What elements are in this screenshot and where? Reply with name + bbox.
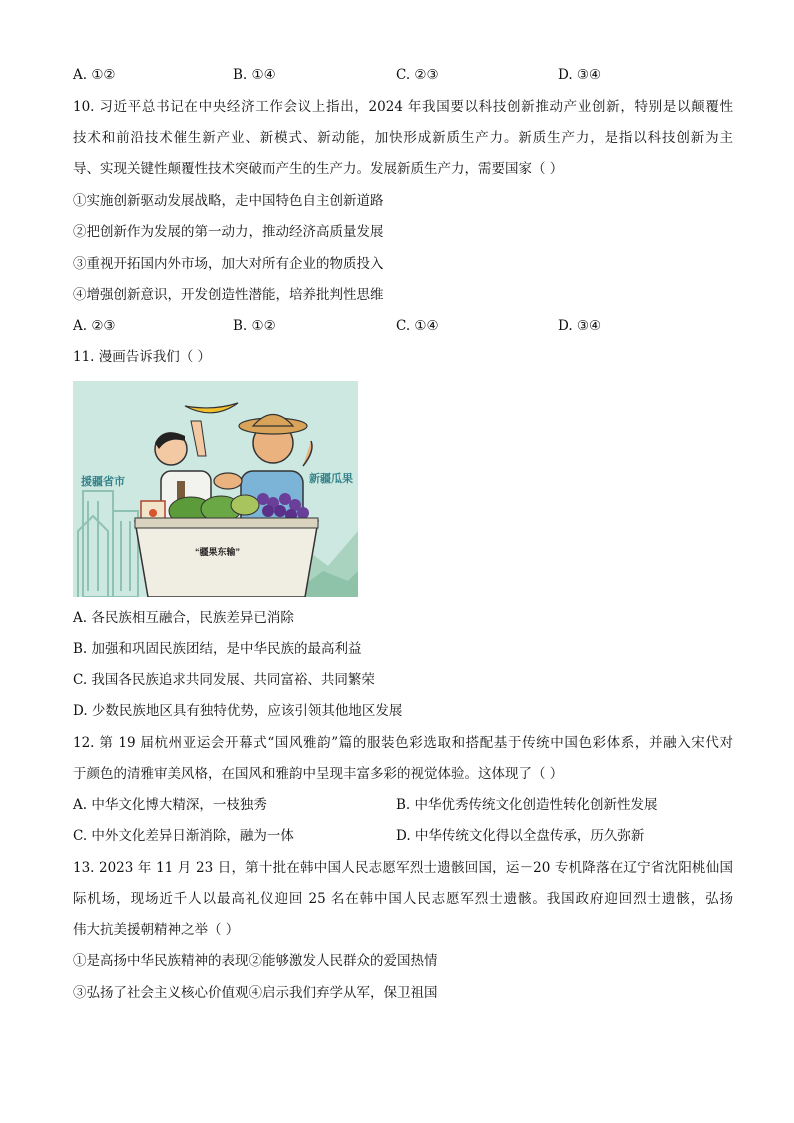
q11-stem: 11. 漫画告诉我们（ ） bbox=[73, 349, 212, 365]
q9-option-b[interactable]: B. ①④ bbox=[233, 67, 276, 83]
q10-stem-line-3: 导、实现关键性颠覆性技术突破而产生的生产力。发展新质生产力，需要国家（ ） bbox=[73, 161, 564, 177]
q13-stem-line-2: 际机场，现场近千人以最高礼仪迎回 25 名在韩中国人民志愿军烈士遗骸。我国政府迎回烈士遗骸，弘扬 bbox=[73, 891, 733, 907]
q13-stem-line-3: 伟大抗美援朝精神之举（ ） bbox=[73, 922, 240, 938]
q9-option-c[interactable]: C. ②③ bbox=[396, 67, 439, 83]
cartoon-label-right: 新疆瓜果 bbox=[309, 473, 353, 485]
q9-option-d[interactable]: D. ③④ bbox=[558, 67, 602, 83]
q12-stem-line-1: 12. 第 19 届杭州亚运会开幕式“国风雅韵”篇的服装色彩选取和搭配基于传统中国色彩体系，并融入宋代对 bbox=[73, 735, 733, 751]
q12-option-c[interactable]: C. 中外文化差异日渐消除，融为一体 bbox=[73, 828, 294, 844]
q12-stem-line-2: 于颜色的清雅审美风格，在国风和雅韵中呈现丰富多彩的视觉体验。这体现了（ ） bbox=[73, 766, 564, 782]
q10-option-b[interactable]: B. ①② bbox=[233, 318, 276, 334]
q11-option-d[interactable]: D. 少数民族地区具有独特优势，应该引领其他地区发展 bbox=[73, 703, 403, 719]
cartoon-stand bbox=[135, 521, 318, 597]
q13-stem-line-1: 13. 2023 年 11 月 23 日，第十批在韩中国人民志愿军烈士遗骸回国，运－20 专机降落在辽宁省沈阳桃仙国 bbox=[73, 860, 733, 876]
q10-item-1: ①实施创新驱动发展战略，走中国特色自主创新道路 bbox=[73, 193, 384, 209]
q12-option-b[interactable]: B. 中华优秀传统文化创造性转化创新性发展 bbox=[396, 797, 658, 813]
q11-option-a[interactable]: A. 各民族相互融合，民族差异已消除 bbox=[73, 610, 294, 626]
q11-option-b[interactable]: B. 加强和巩固民族团结，是中华民族的最高利益 bbox=[73, 641, 362, 657]
q10-option-c[interactable]: C. ①④ bbox=[396, 318, 439, 334]
q10-item-2: ②把创新作为发展的第一动力，推动经济高质量发展 bbox=[73, 224, 384, 240]
q10-item-3: ③重视开拓国内外市场，加大对所有企业的物质投入 bbox=[73, 256, 384, 272]
q10-stem-line-1: 10. 习近平总书记在中央经济工作会议上指出，2024 年我国要以科技创新推动产业创新，特别是以颠覆性 bbox=[73, 99, 733, 115]
q10-option-a[interactable]: A. ②③ bbox=[73, 318, 116, 334]
q9-option-a[interactable]: A. ①② bbox=[73, 67, 116, 83]
q12-option-a[interactable]: A. 中华文化博大精深，一枝独秀 bbox=[73, 797, 267, 813]
cartoon-label-box: “疆果东输” bbox=[195, 547, 241, 557]
q13-item-1: ①是高扬中华民族精神的表现②能够激发人民群众的爱国热情 bbox=[73, 953, 438, 969]
q10-stem-line-2: 技术和前沿技术催生新产业、新模式、新动能，加快形成新质生产力。新质生产力，是指以科技创新为主 bbox=[73, 130, 733, 146]
q10-item-4: ④增强创新意识，开发创造性潜能，培养批判性思维 bbox=[73, 287, 384, 303]
cartoon-image bbox=[73, 381, 358, 597]
q10-option-d[interactable]: D. ③④ bbox=[558, 318, 602, 334]
cartoon-label-left: 援疆省市 bbox=[81, 476, 125, 488]
q11-option-c[interactable]: C. 我国各民族追求共同发展、共同富裕、共同繁荣 bbox=[73, 672, 375, 688]
cartoon-handshake bbox=[214, 473, 242, 489]
q12-option-d[interactable]: D. 中华传统文化得以全盘传承，历久弥新 bbox=[396, 828, 645, 844]
q13-item-2: ③弘扬了社会主义核心价值观④启示我们弃学从军，保卫祖国 bbox=[73, 985, 438, 1001]
